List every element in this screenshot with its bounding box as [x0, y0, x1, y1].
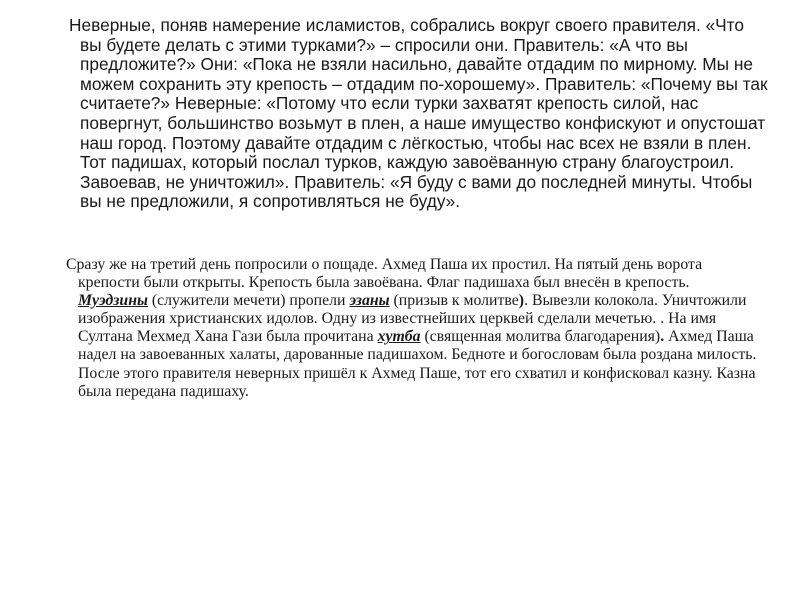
paragraph-text-6: Ахмед Паша надел на завоеванных халаты, дарованные падишахом. Бедноте и богословам была роздана милость. После этого правителя неверных пришёл к Ахмед Паше, тот его схватил и конфисковал казну. Казна была передана падишаху.: [78, 328, 757, 400]
paragraph-text-5: (священная молитва благодарения): [420, 328, 661, 346]
paragraph-text-1: Сразу же на третий день попросили о пощаде. Ахмед Паша их простил. На пятый день ворота крепости были открыты. Крепость была завоёвана. Флаг падишаха был внесён в крепость.: [66, 256, 703, 292]
paragraph-text-2: (служители мечети) пропели: [147, 292, 350, 310]
paragraph-text-4: . Вывезли колокола. Уничтожили изображения христианских идолов. Одну из известнейших церквей сделали мечетью. . На имя Султана Мехмед Хана Гази была прочитана: [78, 292, 747, 346]
paragraph-text-3: (призыв к молитве: [389, 292, 519, 310]
paragraph-conquest: [66, 256, 758, 401]
term-khutba: хутба: [377, 328, 421, 346]
paragraph-dialogue: Неверные, поняв намерение исламистов, собрались вокруг своего правителя. «Что вы будете делать с этими турками?» – спросили они. Правитель: «А что вы предложите?» Они: «Пока не взяли насильно, давайте отдадим по мирному. Мы не можем сохранить эту крепость – отдадим по-хорошему». Правитель: «Почему вы так считаете?» Неверные: «Потому что если турки захватят крепость силой, нас повергнут, большинство возьмут в плен, а наше имущество конфискуют и опустошат наш город. Поэтому давайте отдадим с лёгкостью, чтобы нас всех не взяли в плен. Тот падишах, который послал турков, каждую завоёванную страну благоустроил. Завоевав, не уничтожил». Правитель: «Я буду с вами до последней минуты. Чтобы вы не предложили, я сопротивляться не буду».: [69, 15, 768, 212]
term-azans: эзаны: [349, 292, 390, 310]
paragraph-text-3-bold: ): [518, 292, 525, 310]
paragraph-text-5-bold: .: [660, 328, 665, 346]
term-muezzins: Муэдзины: [78, 292, 148, 310]
